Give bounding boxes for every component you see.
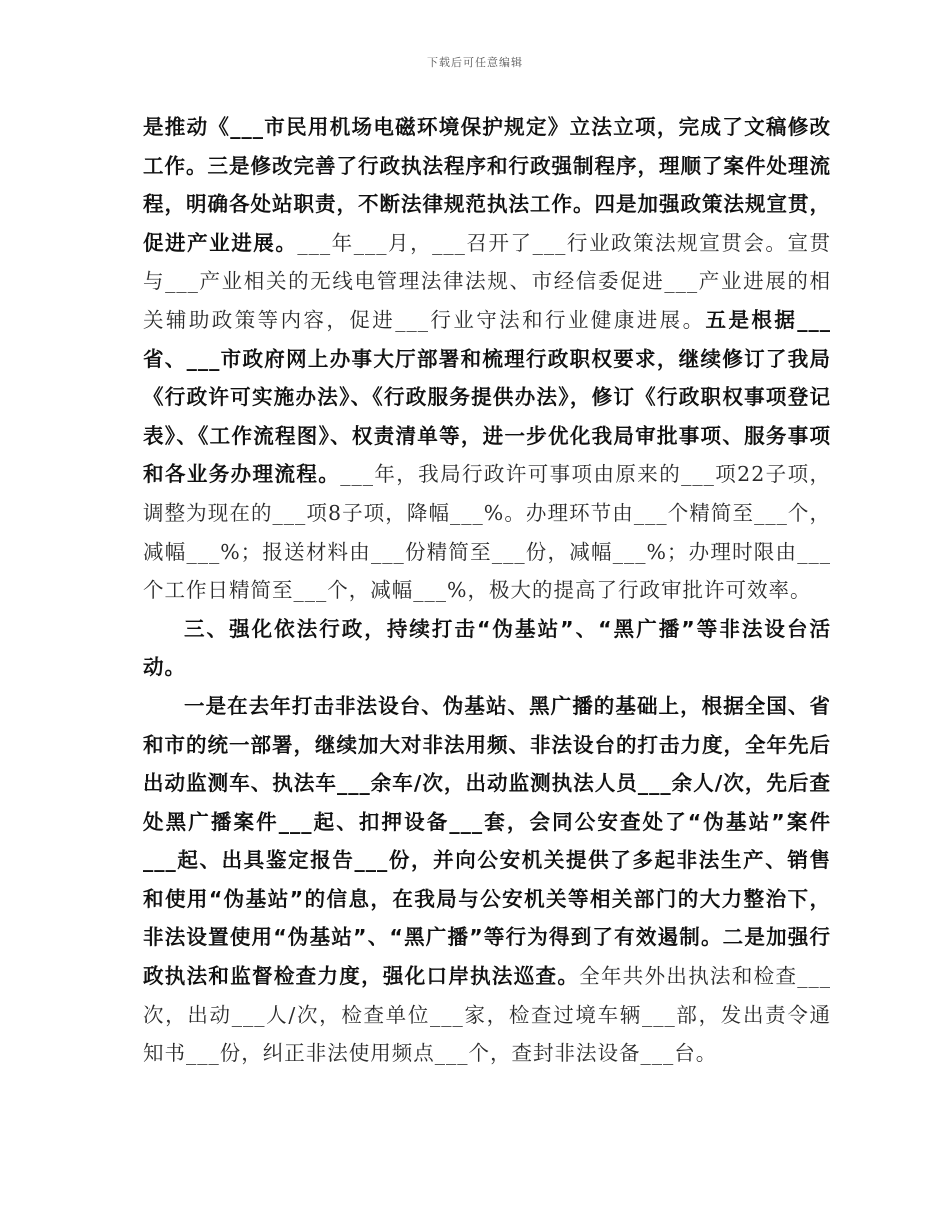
- text-segment: ___年___月，___召开了___行业政策法规宣贯会。宣贯与___产业相关的无线电管理法律法规、市经信委促进___产业进展的相关辅助政策等内容，促进___行业守法和行业健康进展。: [143, 230, 831, 332]
- document-body: [143, 108, 831, 1073]
- text-segment: 一是在去年打击非法设台、伪基站、黑广播的基础上，根据全国、省和市的统一部署，继续加大对非法用频、非法设台的打击力度，全年先后出动监测车、执法车___余车/次，出动监测执法人员___余人/次，先后查处黑广播案件___起、扣押设备___套，会同公安查处了“伪基站”案件___起、出具鉴定报告___份，并向公安机关提供了多起非法生产、销售和使用“伪基站”的信息，在我局与公安机关等相关部门的大力整治下，非法设置使用“伪基站”、“黑广播”等行为得到了有效遏制。二是加强行政执法和监督检查力度，强化口岸执法巡查。: [143, 693, 831, 989]
- text-segment: 五是根据___省、___市政府网上办事大厅部署和梳理行政职权要求，继续修订了我局《行政许可实施办法》、《行政服务提供办法》，修订《行政职权事项登记表》、《工作流程图》、权责清单等，进一步优化我局审批事项、服务事项和各业务办理流程。: [143, 307, 832, 487]
- paragraph: [143, 108, 831, 610]
- text-segment: ___年，我局行政许可事项由原来的___项22子项，调整为现在的___项8子项，降幅___%。办理环节由___个精简至___个，减幅___%；报送材料由___份精简至___份，减幅___%；办理时限由___个工作日精简至___个，减幅___%，极大的提高了行政审批许可效率。: [143, 462, 831, 603]
- text-segment: 全年共外出执法和检查___次，出动___人/次，检查单位___家，检查过境车辆___部，发出责令通知书___份，纠正非法使用频点___个，查封非法设备___台。: [143, 964, 832, 1066]
- text-segment: 三、强化依法行政，持续打击“伪基站”、“黑广播”等非法设台活动。: [143, 616, 831, 680]
- paragraph: [143, 687, 831, 1073]
- section-heading: [143, 610, 831, 687]
- text-segment: 是推动《___市民用机场电磁环境保护规定》立法立项，完成了文稿修改工作。三是修改完善了行政执法程序和行政强制程序，理顺了案件处理流程，明确各处站职责，不断法律规范执法工作。四是加强政策法规宣贯，促进产业进展。: [143, 115, 831, 255]
- page-header: 下载后可任意编辑: [427, 56, 523, 69]
